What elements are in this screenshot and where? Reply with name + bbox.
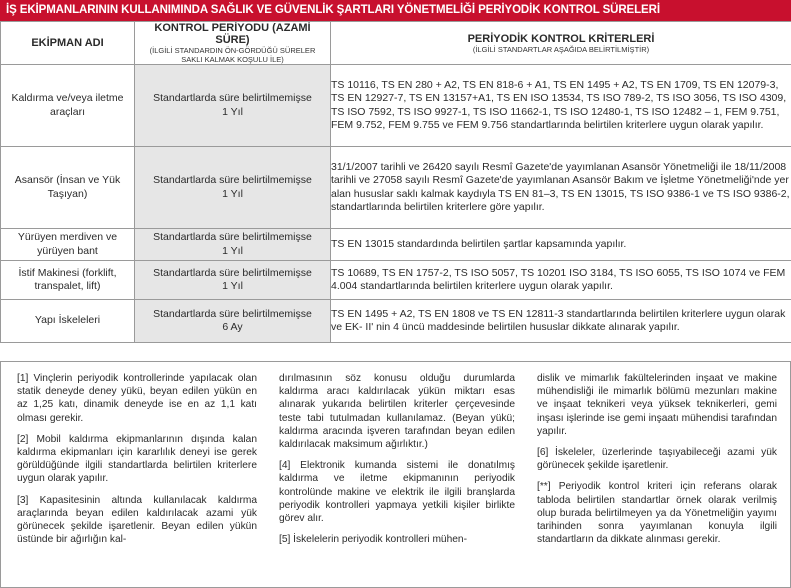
- footnote: [1] Vinçlerin periyodik kontrollerinde yapılacak olan statik deneyde deney yükü, beyan edilen yükün en az 1,25 katı, dinamik deneyde ise en az 1,1 katı olması gerekir.: [17, 373, 257, 424]
- page-title: İŞ EKİPMANLARININ KULLANIMINDA SAĞLIK VE GÜVENLİK ŞARTLARI YÖNETMELİĞİ PERİYODİK KONTROL SÜRELERİ: [0, 0, 791, 21]
- footnotes-box: [0, 361, 791, 588]
- table-row: [1, 261, 791, 300]
- periodic-control-table: [0, 21, 791, 343]
- footnotes-column-3: [537, 372, 777, 554]
- control-criteria: TS EN 13015 standardında belirtilen şartlar kapsamında yapılır.: [331, 229, 791, 261]
- footnote: [3] Kapasitesinin altında kullanılacak kaldırma araçlarında beyan edilen kaldırılacak azami yük görünecek şekilde işaretlenir. Beyan edilen yükün üstünde bir ağırlığın kal-: [17, 494, 257, 546]
- header-criteria-note: (İLGİLİ STANDARTLAR AŞAĞIDA BELİRTİLMİŞTİR): [472, 44, 650, 54]
- equipment-name: Kaldırma ve/veya iletme araçları: [1, 65, 135, 147]
- control-criteria: TS EN 1495 + A2, TS EN 1808 ve TS EN 12811-3 standartlarında belirtilen kriterlere uygun olarak ve EK- II' nin 4 üncü maddesinde belirtilen hususlar dikkate alınarak yapılır.: [331, 300, 791, 343]
- header-period: KONTROL PERİYODU (AZAMİ SÜRE) (İLGİLİ STANDARDIN ÖN-GÖRDÜĞÜ SÜRELER SAKLI KALMAK KOŞULU İLE): [135, 22, 331, 65]
- footnote: [**] Periyodik kontrol kriteri için referans olarak tabloda belirtilen standartlar örnek olarak verilmiş olup burada belirtilmeyen ya da Yönetmeliğin yayımı tarihinden sonra yayımlanan konuyla ilgili standartların da dikkate alınması gerekir.: [537, 481, 777, 546]
- header-equipment: EKİPMAN ADI: [1, 22, 135, 65]
- footnotes-column-1: [17, 372, 257, 554]
- table-row: [1, 300, 791, 343]
- equipment-name: Yapı İskeleleri: [1, 300, 135, 343]
- control-criteria: TS 10116, TS EN 280 + A2, TS EN 818-6 + A1, TS EN 1495 + A2, TS EN 1709, TS EN 12079-3, TS EN 12927-7, TS EN 13157+A1, TS EN ISO 13534, TS ISO 789-2, TS ISO 3056, TS ISO 4309, TS ISO 7592, TS ISO 9927-1, TS ISO 11662-1, TS ISO 12480-1, TS ISO 12482 – 1, FEM 9.751, FEM 9.752, FEM 9.755 ve FEM 9.756 standartlarında belirtilen kriterlere uygun olarak yapılır.: [331, 65, 791, 147]
- footnote: [6] İskeleler, üzerlerinde taşıyabileceği azami yük görünecek şekilde işaretlenir.: [537, 447, 777, 472]
- table-row: [1, 229, 791, 261]
- footnote: [2] Mobil kaldırma ekipmanlarının dışında kalan kaldırma ekipmanları için kararlılık deneyi ise gerek görüldüğünde ilgili standartlarda belirtilen kriterlere uygun olarak yapılır.: [17, 433, 257, 485]
- header-criteria: PERİYODİK KONTROL KRİTERLERİ (İLGİLİ STANDARTLAR AŞAĞIDA BELİRTİLMİŞTİR): [331, 22, 791, 65]
- header-period-note: (İLGİLİ STANDARDIN ÖN-GÖRDÜĞÜ SÜRELER SAKLI KALMAK KOŞULU İLE): [149, 46, 316, 64]
- footnote: [5] İskelelerin periyodik kontrolleri mühen-: [279, 534, 467, 546]
- control-criteria: TS 10689, TS EN 1757-2, TS ISO 5057, TS 10201 ISO 3184, TS ISO 6055, TS ISO 1074 ve FEM 4.004 standartlarında belirtilen kriterlere uygun olarak yapılır.: [331, 261, 791, 300]
- footnote: dislik ve mimarlık fakültelerinden inşaat ve makine mühendisliği ile mimarlık bölümü mezunları makine ve inşaat teknikeri veya yüksek teknikerleri, gemi inşası işlerinde ise gemi inşaatı mühendisi tarafından yapılır.: [537, 373, 777, 437]
- footnote: [4] Elektronik kumanda sistemi ile donatılmış kaldırma ve iletme ekipmanının periyodik kontrolünde makine ve elektrik ile ilgili branşlarda periyodik kontrolleri yapmaya yetkili kişiler birlikte görev alır.: [279, 460, 515, 525]
- control-period: Standartlarda süre belirtilmemişse 1 Yıl: [135, 229, 331, 261]
- equipment-name: Asansör (İnsan ve Yük Taşıyan): [1, 147, 135, 229]
- control-period: Standartlarda süre belirtilmemişse 6 Ay: [135, 300, 331, 343]
- control-period: Standartlarda süre belirtilmemişse 1 Yıl: [135, 147, 331, 229]
- table-row: [1, 147, 791, 229]
- table-header-row: [1, 22, 791, 65]
- control-period: Standartlarda süre belirtilmemişse 1 Yıl: [135, 65, 331, 147]
- control-criteria: 31/1/2007 tarihli ve 26420 sayılı Resmî Gazete'de yayımlanan Asansör Yönetmeliği ile 18/11/2008 tarihli ve 27058 sayılı Resmî Gazete'de yayımlanan Asansör Bakım ve İşletme Yönetmeliği'nde yer alan hususlar saklı kalmak kaydıyla TS EN 81–3, TS EN 13015, TS ISO 9386-1 ve TS ISO 9386-2, standartlarında belirtilen kriterlere göre yapılır.: [331, 147, 791, 229]
- equipment-name: İstif Makinesi (forklift, transpalet, lift): [1, 261, 135, 300]
- table-row: [1, 65, 791, 147]
- control-period: Standartlarda süre belirtilmemişse 1 Yıl: [135, 261, 331, 300]
- footnotes-column-2: [279, 372, 515, 554]
- equipment-name: Yürüyen merdiven ve yürüyen bant: [1, 229, 135, 261]
- footnote: dırılmasının söz konusu olduğu durumlarda kaldırma aracı kaldırılacak yükün miktarı esas alınarak yukarıda belirtilen kriterler çerçevesinde teste tabi tutulmadan kullanılamaz. (Beyan yükü; kaldırma aracında işveren tarafından beyan edilen kaldırılacak maksimum ağırlıktır.): [279, 373, 515, 451]
